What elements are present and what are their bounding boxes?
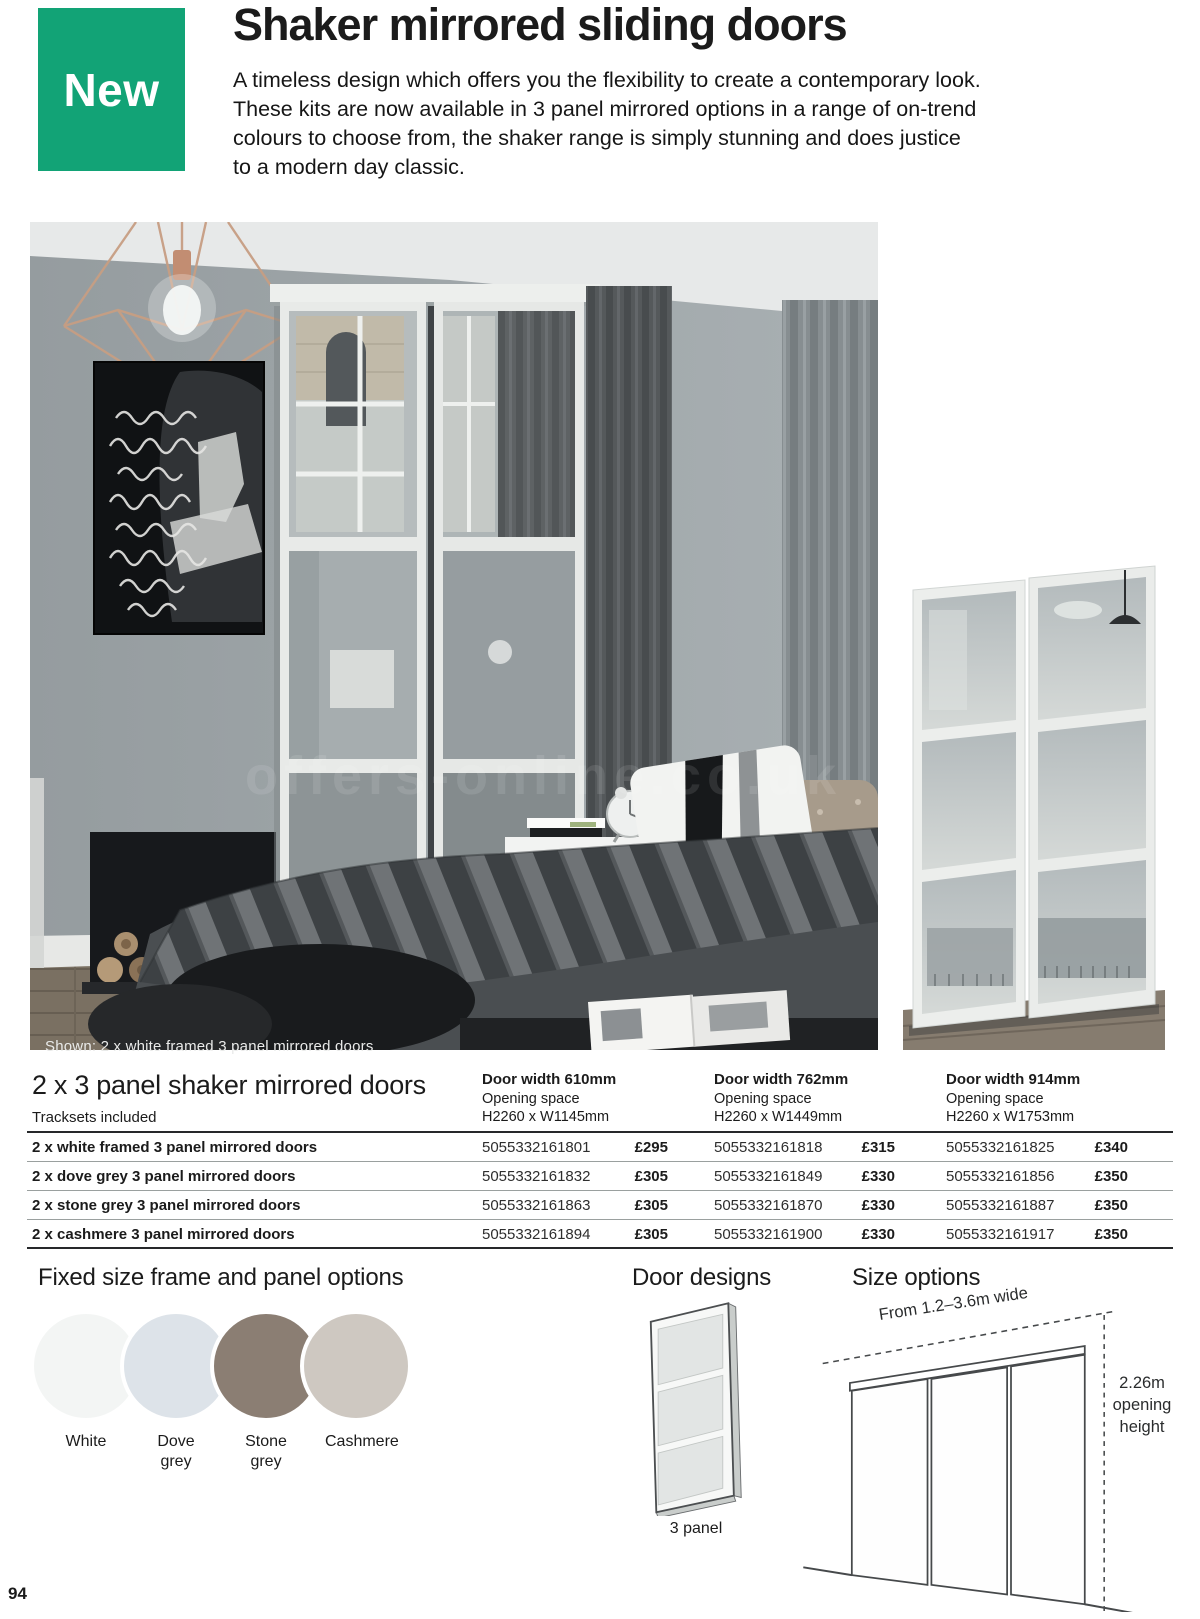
table-subtitle: Tracksets included — [32, 1109, 157, 1126]
swatch-label: Dove grey — [157, 1433, 195, 1470]
room-photo-art — [30, 222, 878, 1050]
photo-caption: Shown: 2 x white framed 3 panel mirrored doors — [45, 1038, 374, 1055]
swatch-label: White — [65, 1433, 107, 1450]
size-options-title: Size options — [852, 1264, 981, 1291]
table-title: 2 x 3 panel shaker mirrored doors — [32, 1070, 426, 1100]
options-section-title: Fixed size frame and panel options — [38, 1264, 404, 1291]
page-title: Shaker mirrored sliding doors — [233, 0, 847, 50]
column-header-762: Door width 762mm Opening space H2260 x W1449mm — [714, 1071, 849, 1125]
page-description: A timeless design which offers you the flexibility to create a contemporary look. These kits are now available in 3 panel mirrored options in a range of on-trend colours to choose from, the shaker range is simply stunning and does justice to a modern day classic. — [233, 68, 981, 179]
size-width-label: From 1.2–3.6m wide — [877, 1283, 1030, 1324]
table-row: 2 x white framed 3 panel mirrored doors 5055332161801 £295 5055332161818 £315 5055332161825 £340 — [32, 1139, 1128, 1156]
room-photo — [30, 222, 878, 1050]
product-inset-photo — [903, 558, 1165, 1050]
watermark: offers-online.co.uk — [245, 746, 843, 806]
page-number: 94 — [8, 1584, 27, 1603]
size-options-diagram — [788, 1282, 1168, 1612]
new-badge-label: New — [63, 63, 160, 116]
swatch-cashmere — [300, 1310, 412, 1450]
column-header-610: Door width 610mm Opening space H2260 x W1145mm — [482, 1071, 617, 1125]
art-print — [94, 362, 264, 634]
swatch-label: Cashmere — [325, 1433, 399, 1450]
column-header-914: Door width 914mm Opening space H2260 x W1753mm — [946, 1071, 1081, 1125]
size-height-label: 2.26m opening height — [1112, 1374, 1172, 1436]
new-badge — [38, 8, 185, 171]
table-row: 2 x dove grey 3 panel mirrored doors 5055332161832 £305 5055332161849 £330 5055332161856 £350 — [32, 1168, 1128, 1185]
door-design-label: 3 panel — [669, 1520, 723, 1537]
table-row: 2 x stone grey 3 panel mirrored doors 5055332161863 £305 5055332161870 £330 5055332161887 £350 — [32, 1197, 1128, 1214]
door-design-illustration — [636, 1294, 756, 1516]
table-row: 2 x cashmere 3 panel mirrored doors 5055332161894 £305 5055332161900 £330 5055332161917 £350 — [32, 1226, 1128, 1243]
door-designs-title: Door designs — [632, 1264, 772, 1291]
colour-swatches — [30, 1310, 412, 1470]
swatch-label: Stone grey — [245, 1433, 287, 1470]
